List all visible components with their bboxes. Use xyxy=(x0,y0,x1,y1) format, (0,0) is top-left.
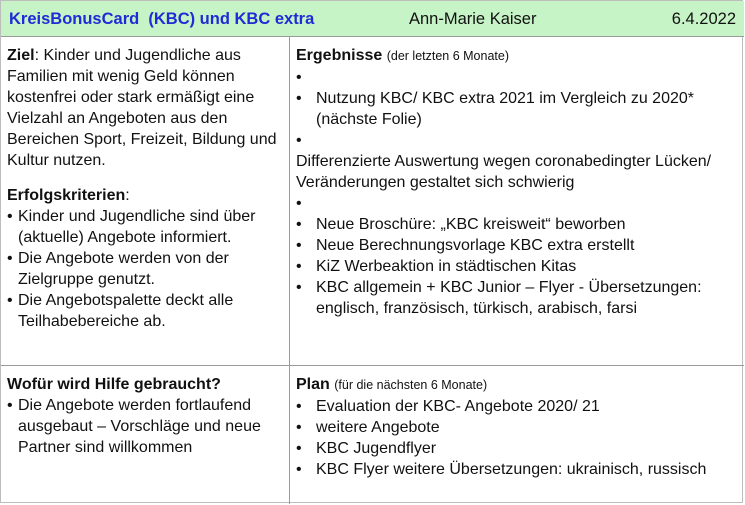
empty-bullet xyxy=(296,67,736,88)
spacer xyxy=(7,171,283,185)
list-item: • KBC Jugendflyer xyxy=(296,438,736,459)
goal-cell xyxy=(7,45,283,332)
results-paragraph: Differenzierte Auswertung wegen coronabedingter Lücken/ Veränderungen gestaltet sich schwierig xyxy=(296,153,712,191)
list-item: • weitere Angebote xyxy=(296,417,736,438)
results-note: (der letzten 6 Monate) xyxy=(386,49,510,63)
criteria-heading xyxy=(7,185,283,206)
header-bar xyxy=(1,1,744,37)
plan-heading xyxy=(296,374,736,396)
goal-text: : Kinder und Jugendliche aus Familien mit wenig Geld können kostenfrei oder stark ermäßigt eine Vielzahl an Angeboten aus den Bereichen Sport, Freizeit, Bildung und Kultur nutzen. xyxy=(7,47,277,169)
column-divider xyxy=(289,37,290,504)
list-item: • KBC Flyer weitere Übersetzungen: ukrainisch, russisch xyxy=(296,459,736,480)
plan-note: (für die nächsten 6 Monate) xyxy=(334,378,488,392)
help-cell xyxy=(7,374,283,458)
empty-bullet xyxy=(296,130,736,151)
author-name: Ann-Marie Kaiser xyxy=(409,10,537,28)
header-title: KreisBonusCard (KBC) und KBC extra xyxy=(9,10,315,28)
results-list-1 xyxy=(296,67,736,151)
list-item: • Die Angebote werden fortlaufend ausgebaut – Vorschläge und neue Partner sind willkommen xyxy=(7,395,283,458)
list-item: • KiZ Werbeaktion in städtischen Kitas xyxy=(296,256,736,277)
report-date: 6.4.2022 xyxy=(671,10,736,28)
list-item: • Evaluation der KBC- Angebote 2020/ 21 xyxy=(296,396,736,417)
results-cell xyxy=(296,45,736,319)
list-item: • Nutzung KBC/ KBC extra 2021 im Vergleich zu 2020* (nächste Folie) xyxy=(296,88,736,130)
list-item: • Neue Broschüre: „KBC kreisweit“ beworben xyxy=(296,214,736,235)
goal-paragraph xyxy=(7,45,283,171)
goal-label: Ziel xyxy=(7,47,35,64)
results-label: Ergebnisse xyxy=(296,47,383,64)
plan-cell xyxy=(296,374,736,480)
empty-bullet xyxy=(296,193,736,214)
list-item: • Kinder und Jugendliche sind über (aktuelle) Angebote informiert. xyxy=(7,206,283,248)
criteria-colon: : xyxy=(125,187,130,204)
list-item: • Neue Berechnungsvorlage KBC extra erstellt xyxy=(296,235,736,256)
results-heading xyxy=(296,45,736,67)
row-divider xyxy=(1,365,744,366)
plan-label: Plan xyxy=(296,376,330,393)
plan-list xyxy=(296,396,736,480)
criteria-label: Erfolgskriterien xyxy=(7,187,126,204)
list-item: • Die Angebotspalette deckt alle Teilhabebereiche ab. xyxy=(7,290,283,332)
help-label: Wofür wird Hilfe gebraucht? xyxy=(7,376,221,393)
list-item: • Die Angebote werden von der Zielgruppe genutzt. xyxy=(7,248,283,290)
criteria-list xyxy=(7,206,283,332)
list-item: • KBC allgemein + KBC Junior – Flyer - Übersetzungen: englisch, französisch, türkisch, arabisch, farsi xyxy=(296,277,736,319)
help-list xyxy=(7,395,283,458)
results-list-2 xyxy=(296,193,736,319)
